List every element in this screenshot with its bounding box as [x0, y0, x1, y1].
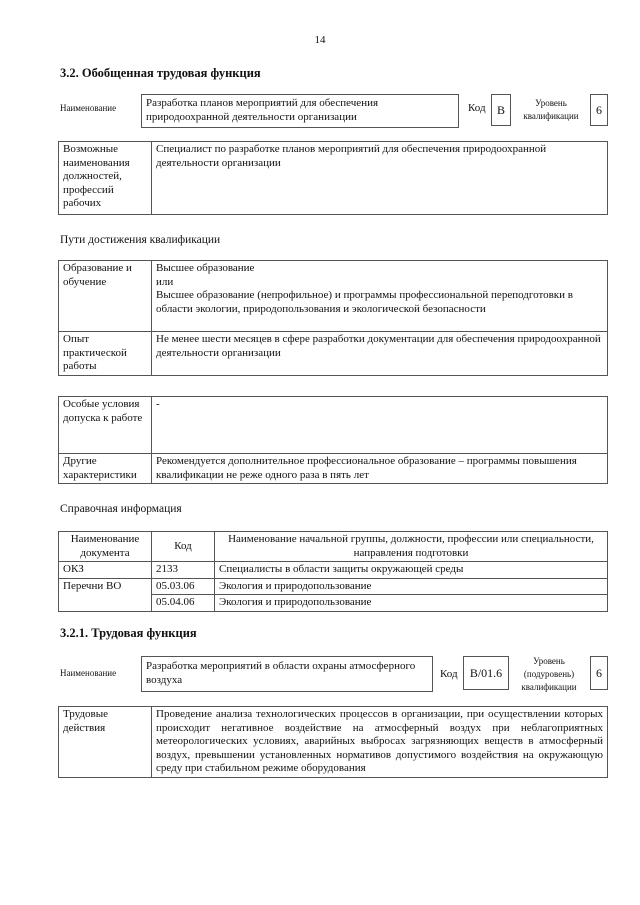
ref-col-code: Код	[152, 532, 215, 562]
actions-label: Трудовые действия	[59, 707, 152, 778]
experience-value: Не менее шести месяцев в сфере разработки документации для обеспечения природоохранной деятельности организации	[152, 332, 608, 376]
level-label: Уровень квалификации	[523, 98, 579, 121]
function-code-value: B/01.6	[463, 656, 509, 690]
ref-code: 2133	[152, 562, 215, 579]
ref-name: Специалисты в области защиты окружающей среды	[215, 562, 608, 579]
function-title: 3.2.1. Трудовая функция	[60, 626, 197, 640]
code-label: Код	[468, 102, 486, 114]
function-level-label: Уровень (подуровень) квалификации	[521, 656, 577, 692]
other-label: Другие характеристики	[59, 454, 152, 484]
education-line2: или	[156, 275, 174, 288]
name-box	[141, 94, 459, 128]
reference-title: Справочная информация	[60, 503, 182, 515]
education-label: Образование и обучение	[59, 261, 152, 332]
code-value: B	[491, 94, 511, 126]
reference-table	[58, 531, 608, 612]
ref-code: 05.04.06	[152, 595, 215, 612]
ref-col-name: Наименование начальной группы, должности, профессии или специальности, направления подготовки	[215, 532, 608, 562]
function-level-value: 6	[590, 656, 608, 690]
ref-code: 05.03.06	[152, 578, 215, 595]
education-table	[58, 260, 608, 376]
section-title: 3.2. Обобщенная трудовая функция	[60, 66, 261, 80]
level-value: 6	[590, 94, 608, 126]
positions-label: Возможные наименования должностей, профессий рабочих	[59, 142, 152, 215]
actions-value: Проведение анализа технологических процессов в организации, при осуществлении которых происходит негативное воздействие на атмосферный воздух при неблагоприятных метеорологических условиях, аварийных выбросах загрязняющих веществ в атмосферный воздух, превышении установленных нормативов допустимого воздействия на окружающую среду при стабильном режиме оборудования	[152, 707, 608, 778]
positions-value: Специалист по разработке планов мероприятий для обеспечения природоохранной деятельности организации	[152, 142, 608, 215]
ref-name: Экология и природопользование	[215, 578, 608, 595]
education-line3: Высшее образование (непрофильное) и программы профессиональной переподготовки в области экологии, природопользования и экологической безопасности	[156, 289, 573, 315]
special-label: Особые условия допуска к работе	[59, 397, 152, 454]
other-value: Рекомендуется дополнительное профессиональное образование – программы повышения квалификации не реже одного раза в пять лет	[152, 454, 608, 484]
conditions-table	[58, 396, 608, 484]
positions-table	[58, 141, 608, 215]
page-number: 14	[314, 34, 326, 46]
education-line1: Высшее образование	[156, 262, 255, 274]
table-row	[59, 578, 608, 595]
ref-col-doc: Наименование документа	[59, 532, 152, 562]
special-value: -	[152, 397, 608, 454]
ref-doc: ОКЗ	[59, 562, 152, 579]
actions-table	[58, 706, 608, 778]
ref-name: Экология и природопользование	[215, 595, 608, 612]
function-name-box	[141, 656, 433, 692]
function-name-value: Разработка мероприятий в области охраны атмосферного воздуха	[146, 660, 416, 686]
ref-doc: Перечни ВО	[59, 578, 152, 611]
table-row	[59, 562, 608, 579]
paths-title: Пути достижения квалификации	[60, 234, 221, 246]
name-label: Наименование	[60, 103, 117, 113]
experience-label: Опыт практической работы	[59, 332, 152, 376]
name-value: Разработка планов мероприятий для обеспечения природоохранной деятельности организации	[146, 97, 379, 123]
function-code-label: Код	[440, 668, 458, 680]
function-name-label: Наименование	[60, 668, 117, 678]
